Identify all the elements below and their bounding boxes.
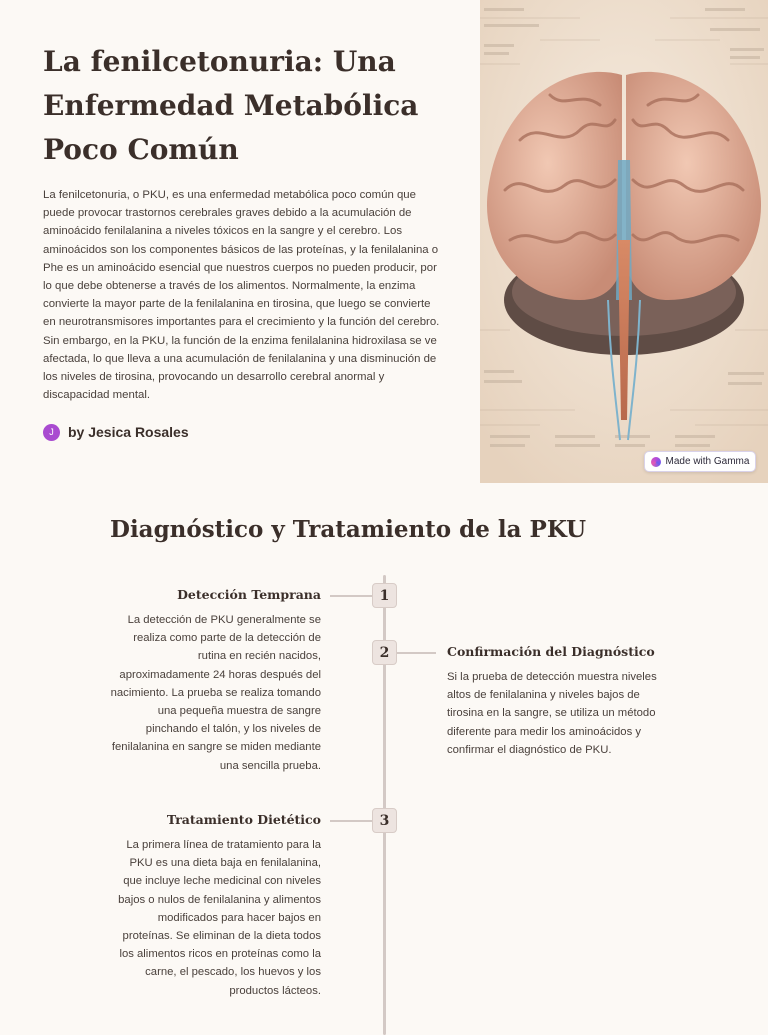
step-2-title: Confirmación del Diagnóstico <box>447 644 655 659</box>
author-name: by Jesica Rosales <box>68 424 189 440</box>
step-1-connector <box>330 595 372 597</box>
step-3-text: La primera línea de tratamiento para la PKU es una dieta baja en fenilalanina, que incluye leche medicinal con niveles bajos o nulos de fenilalanina y alimentos modificados para hacer bajos en proteínas. Se eliminan de la dieta todos los alimentos ricos en proteínas como la carne, el pescado, los huevos y los productos lácteos. <box>118 839 321 997</box>
badge-label: Made with Gamma <box>665 456 750 467</box>
step-3-connector <box>330 820 372 822</box>
page-title: La fenilcetonuria: Una Enfermedad Metabólica Poco Común <box>43 45 419 166</box>
step-2-text: Si la prueba de detección muestra niveles altos de fenilalanina y niveles bajos de tirosina en la sangre, se utiliza un método diferente para medir los aminoácidos y confirmar el diagnóstico de PKU. <box>447 671 657 756</box>
brain-illustration <box>480 0 768 483</box>
step-2-connector <box>396 652 436 654</box>
step-3-number: 3 <box>372 808 397 833</box>
gamma-logo-icon <box>651 457 661 467</box>
intro-paragraph: La fenilcetonuria, o PKU, es una enfermedad metabólica poco común que puede provocar trastornos cerebrales graves debido a la acumulación de aminoácido fenilalanina a niveles tóxicos en la sangre y el cerebro. Los aminoácidos son los componentes básicos de las proteínas, y la fenilalanina o Phe es un aminoácido esencial que nuestros cuerpos no pueden producir, por lo que debe obtenerse a través de los alimentos. Normalmente, la enzima convierte la mayor parte de la fenilalanina en tirosina, que luego se convierte en neurotransmisores importantes para el crecimiento y la función del cerebro. Sin embargo, en la PKU, la función de la enzima fenilalanina hidroxilasa se ve afectada, lo que lleva a una acumulación de fenilalanina y una disminución de los niveles de tirosina, provocando un desarrollo cerebral anormal y discapacidad mental. <box>43 189 440 402</box>
step-1-text: La detección de PKU generalmente se realiza como parte de la detección de rutina en recién nacidos, aproximadamente 24 horas después del nacimiento. La prueba se realiza tomando una pequeña muestra de sangre pinchando el talón, y los niveles de fenilalanina en sangre se miden mediante una sencilla prueba. <box>110 614 321 772</box>
step-2-number: 2 <box>372 640 397 665</box>
brain-image <box>480 0 768 483</box>
step-1-number: 1 <box>372 583 397 608</box>
made-with-gamma-badge[interactable] <box>644 451 756 472</box>
author-byline <box>43 423 189 441</box>
step-3-title: Tratamiento Dietético <box>166 812 321 827</box>
author-avatar: J <box>43 424 60 441</box>
section-title: Diagnóstico y Tratamiento de la PKU <box>110 516 587 543</box>
step-1-title: Detección Temprana <box>177 587 321 602</box>
